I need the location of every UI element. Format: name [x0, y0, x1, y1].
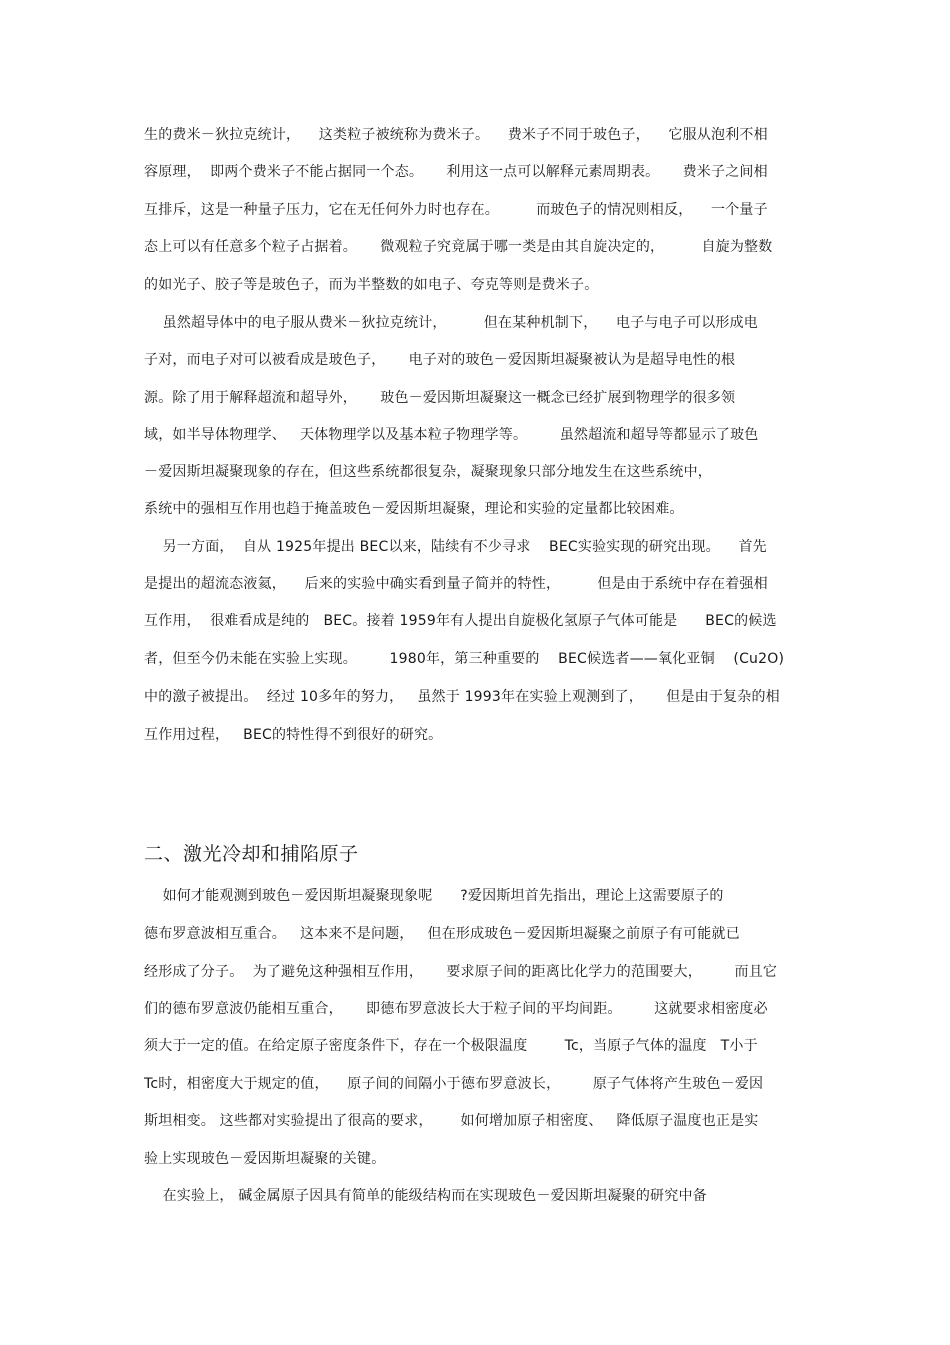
text-line: 容原理， 即两个费米子不能占据同一个态。 利用这一点可以解释元素周期表。 费米子之间相 [144, 164, 768, 180]
text-line: 态上可以有任意多个粒子占据着。 微观粒子究竟属于哪一类是由其自旋决定的， 自旋为整数 [144, 239, 773, 255]
text-line: 互作用过程， BEC的特性得不到很好的研究。 [144, 727, 443, 743]
text-line: 如何才能观测到玻色－爱因斯坦凝聚现象呢 ?爱因斯坦首先指出，理论上这需要原子的 [144, 888, 724, 904]
text-line: 另一方面， 自从 1925年提出 BEC以来，陆续有不少寻求 BEC实验实现的研究出现。 首先 [144, 539, 767, 555]
text-line: 经形成了分子。 为了避免这种强相互作用， 要求原子间的距离比化学力的范围要大， 而且它 [144, 964, 778, 980]
text-line: 子对，而电子对可以被看成是玻色子， 电子对的玻色－爱因斯坦凝聚被认为是超导电性的根 [144, 352, 736, 368]
text-line: －爱因斯坦凝聚现象的存在，但这些系统都很复杂，凝聚现象只部分地发生在这些系统中， [144, 464, 712, 480]
text-line: 中的激子被提出。 经过 10多年的努力， 虽然于 1993年在实验上观测到了， 但是由于复杂的相 [144, 689, 780, 705]
text-line: 互排斥，这是一种量子压力，它在无任何外力时也存在。 而玻色子的情况则相反， 一个量子 [144, 202, 768, 218]
text-line: 虽然超导体中的电子服从费米－狄拉克统计， 但在某种机制下， 电子与电子可以形成电 [144, 315, 759, 331]
text-line: 斯坦相变。 这些都对实验提出了很高的要求， 如何增加原子相密度、 降低原子温度也正是实 [144, 1113, 759, 1129]
text-line: 的如光子、胶子等是玻色子，而为半整数的如电子、夸克等则是费米子。 [144, 277, 599, 293]
text-line: 生的费米－狄拉克统计， 这类粒子被统称为费米子。 费米子不同于玻色子， 它服从泡利不相 [144, 127, 768, 143]
text-line: 源。除了用于解释超流和超导外， 玻色－爱因斯坦凝聚这一概念已经扩展到物理学的很多领 [144, 390, 736, 406]
text-line: 验上实现玻色－爱因斯坦凝聚的关键。 [144, 1151, 386, 1167]
text-line: Tc时，相密度大于规定的值， 原子间的间隔小于德布罗意波长， 原子气体将产生玻色－爱因 [144, 1076, 764, 1092]
text-line: 德布罗意波相互重合。 这本来不是问题， 但在形成玻色－爱因斯坦凝聚之前原子有可能就已 [144, 926, 740, 942]
text-line: 须大于一定的值。在给定原子密度条件下，存在一个极限温度 Tc，当原子气体的温度 T小于 [144, 1038, 758, 1054]
text-line: 系统中的强相互作用也趋于掩盖玻色－爱因斯坦凝聚，理论和实验的定量都比较困难。 [144, 501, 684, 517]
text-line: 在实验上， 碱金属原子因具有简单的能级结构而在实现玻色－爱因斯坦凝聚的研究中备 [144, 1188, 707, 1204]
text-line: 们的德布罗意波仍能相互重合， 即德布罗意波长大于粒子间的平均间距。 这就要求相密度必 [144, 1001, 768, 1017]
text-line: 者，但至今仍未能在实验上实现。 1980年，第三种重要的 BEC候选者——氧化亚铜 (Cu2O) [144, 651, 785, 667]
section-heading: 二、激光冷却和捕陷原子 [144, 843, 359, 865]
text-line: 是提出的超流态液氦， 后来的实验中确实看到量子简并的特性， 但是由于系统中存在着强相 [144, 576, 768, 592]
text-line: 域，如半导体物理学、 天体物理学以及基本粒子物理学等。 虽然超流和超导等都显示了玻色 [144, 427, 759, 443]
text-line: 互作用， 很难看成是纯的 BEC。接着 1959年有人提出自旋极化氢原子气体可能是 BEC的候选 [144, 613, 777, 629]
